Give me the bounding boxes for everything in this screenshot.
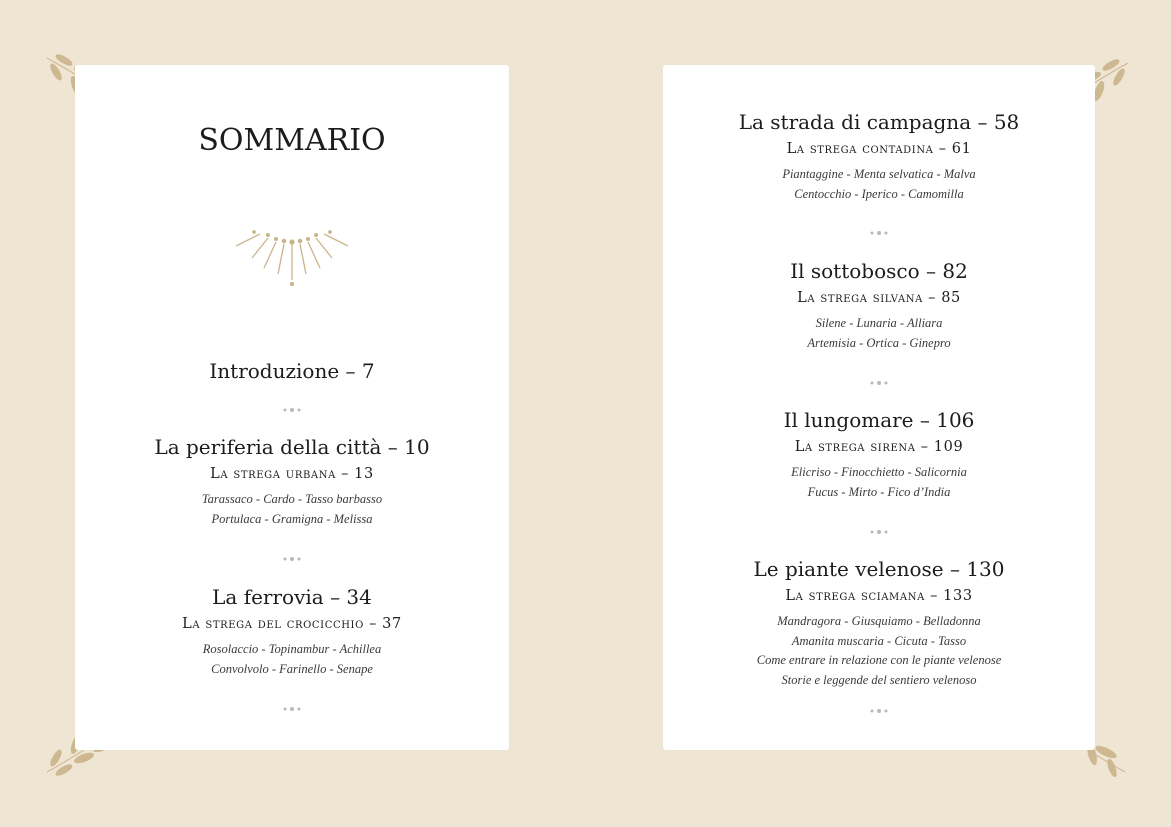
toc-chapter: Le piante velenose – 130 — [753, 557, 1005, 581]
toc-witch: La strega urbana – 13 — [210, 466, 374, 482]
herbs-line: Portulaca - Gramigna - Melissa — [211, 511, 373, 526]
toc-chapter: Introduzione – 7 — [209, 359, 375, 383]
herbs-line: Storie e leggende del sentiero velenoso — [781, 672, 977, 687]
toc-witch: La strega sirena – 109 — [794, 439, 964, 455]
toc-section — [75, 585, 509, 679]
herbs-line: Rosolaccio - Topinambur - Achillea — [202, 642, 382, 656]
herbs-line: Convolvolo - Farinello - Senape — [211, 661, 373, 676]
toc-witch: La strega del crocicchio – 37 — [182, 616, 402, 632]
toc-section — [663, 408, 1095, 502]
dots-divider-icon — [280, 706, 304, 712]
herbs-line: Tarassaco - Cardo - Tasso barbasso — [201, 492, 383, 506]
sunburst-ornament-icon — [222, 230, 362, 290]
toc-section — [663, 259, 1095, 353]
herbs-line: Centocchio - Iperico - Camomilla — [794, 186, 964, 201]
herbs-line: Mandragora - Giusquiamo - Belladonna — [777, 614, 981, 628]
toc-herbs — [663, 165, 1095, 204]
toc-herbs — [663, 463, 1095, 502]
toc-section — [663, 557, 1095, 690]
dots-divider-icon — [280, 556, 304, 562]
toc-witch: La strega contadina – 61 — [786, 141, 972, 157]
herbs-line: Silene - Lunaria - Alliara — [815, 316, 943, 330]
herbs-line: Come entrare in relazione con le piante velenose — [756, 653, 1002, 667]
toc-herbs — [663, 314, 1095, 353]
toc-section — [663, 110, 1095, 204]
toc-herbs — [75, 640, 509, 679]
right-page — [663, 65, 1095, 750]
dots-divider-icon — [280, 407, 304, 413]
herbs-line: Piantaggine - Menta selvatica - Malva — [782, 167, 976, 181]
herbs-line: Amanita muscaria - Cicuta - Tasso — [791, 633, 967, 648]
page-title: SOMMARIO — [198, 123, 386, 158]
left-page — [75, 65, 509, 750]
toc-witch: La strega sciamana – 133 — [785, 588, 973, 604]
toc-chapter: La periferia della città – 10 — [154, 435, 430, 459]
dots-divider-icon — [867, 230, 891, 236]
dots-divider-icon — [867, 380, 891, 386]
herbs-line: Fucus - Mirto - Fico d’India — [807, 484, 951, 499]
toc-chapter: La ferrovia – 34 — [212, 585, 372, 609]
toc-chapter: Il sottobosco – 82 — [790, 259, 968, 283]
toc-section — [75, 435, 509, 529]
dots-divider-icon — [867, 529, 891, 535]
herbs-line: Artemisia - Ortica - Ginepro — [807, 335, 951, 350]
toc-herbs — [663, 612, 1095, 690]
herbs-line: Elicriso - Finocchietto - Salicornia — [791, 465, 967, 479]
toc-chapter: Il lungomare – 106 — [783, 408, 975, 432]
toc-witch: La strega silvana – 85 — [797, 290, 961, 306]
toc-herbs — [75, 490, 509, 529]
toc-chapter: La strada di campagna – 58 — [738, 110, 1020, 134]
dots-divider-icon — [867, 708, 891, 714]
